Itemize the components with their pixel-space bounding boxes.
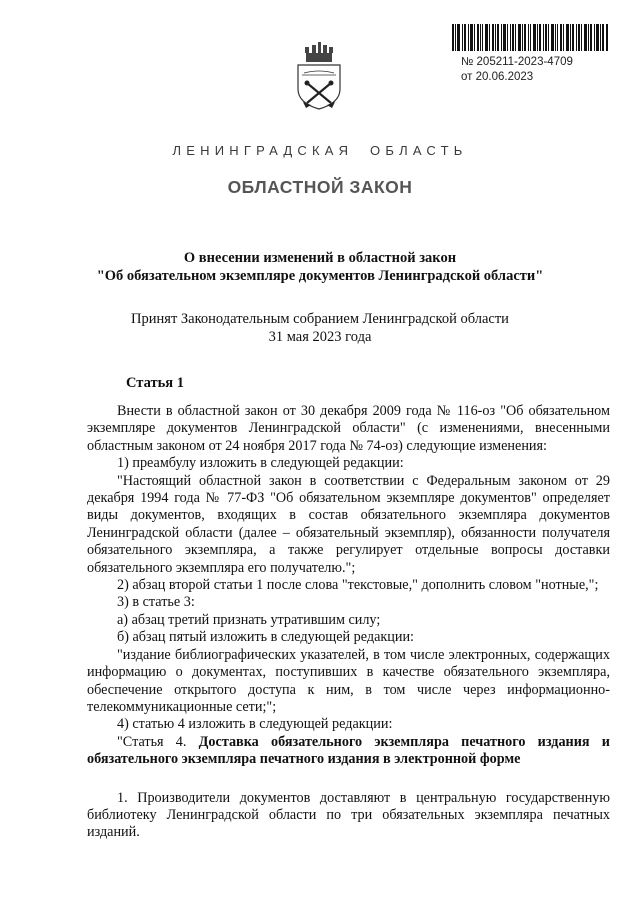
adoption-note [60, 310, 580, 346]
article-4-heading [87, 734, 610, 769]
paragraph: "Настоящий областной закон в соответствии с Федеральным законом от 29 декабря 1994 года № 77-ФЗ "Об обязательном экземпляре документов" определяет виды документов, входящих в состав обязательного экземпляра документов Ленинградской области (далее – обязательный экземпляр), обязанности получателя обязательного экземпляра, а также регулирует отдельные вопросы доставки обязательного экземпляра его получателю."; [87, 472, 610, 576]
paragraph: 1) преамбулу изложить в следующей редакции: [117, 455, 404, 472]
law-title [60, 249, 580, 285]
registration-date: от 20.06.2023 [461, 71, 534, 83]
adoption-date: 31 мая 2023 года [268, 329, 372, 345]
law-type-heading: ОБЛАСТНОЙ ЗАКОН [227, 177, 413, 197]
paragraph: б) абзац пятый изложить в следующей редакции: [117, 629, 415, 646]
document-body [87, 403, 610, 842]
paragraph: 1. Производители документов доставляют в центральную государственную библиотеку Ленинградской области по три обязательных экземпляра печатных изданий. [87, 789, 610, 841]
paragraph: 4) статью 4 изложить в следующей редакции: [117, 716, 393, 733]
registration-number: № 205211-2023-4709 [461, 56, 573, 68]
paragraph: а) абзац третий признать утратившим силу; [117, 611, 381, 628]
article-heading: Статья 1 [126, 375, 184, 391]
barcode-icon [452, 24, 608, 51]
article-4-title: Доставка обязательного экземпляра печатного издания и обязательного экземпляра печатного издания в электронной форме [87, 733, 610, 768]
coat-of-arms-icon [294, 39, 344, 111]
law-title-line2: "Об обязательном экземпляре документов Ленинградской области" [96, 268, 544, 284]
region-heading: ЛЕНИНГРАДСКАЯ ОБЛАСТЬ [172, 143, 468, 158]
paragraph: 3) в статье 3: [117, 594, 195, 611]
paragraph: 2) абзац второй статьи 1 после слова "текстовые," дополнить словом "нотные,"; [117, 577, 599, 594]
paragraph: Внести в областной закон от 30 декабря 2009 года № 116-оз "Об обязательном экземпляре документов Ленинградской области" (с изменениями, внесенными областным законом от 24 ноября 2017 года № 74-оз) следующие изменения: [87, 403, 610, 454]
law-title-line1: О внесении изменений в областной закон [183, 250, 457, 266]
article-4-prefix: "Статья 4. [117, 733, 199, 750]
paragraph: "издание библиографических указателей, в том числе электронных, содержащих информацию о документах, поступивших в качестве обязательного экземпляра, обеспечение открытого доступа к ним, в том числе через информационно-телекоммуникационные сети;"; [87, 646, 610, 715]
registration-stamp [461, 55, 573, 85]
adoption-line1: Принят Законодательным собранием Ленинградской области [131, 311, 509, 327]
